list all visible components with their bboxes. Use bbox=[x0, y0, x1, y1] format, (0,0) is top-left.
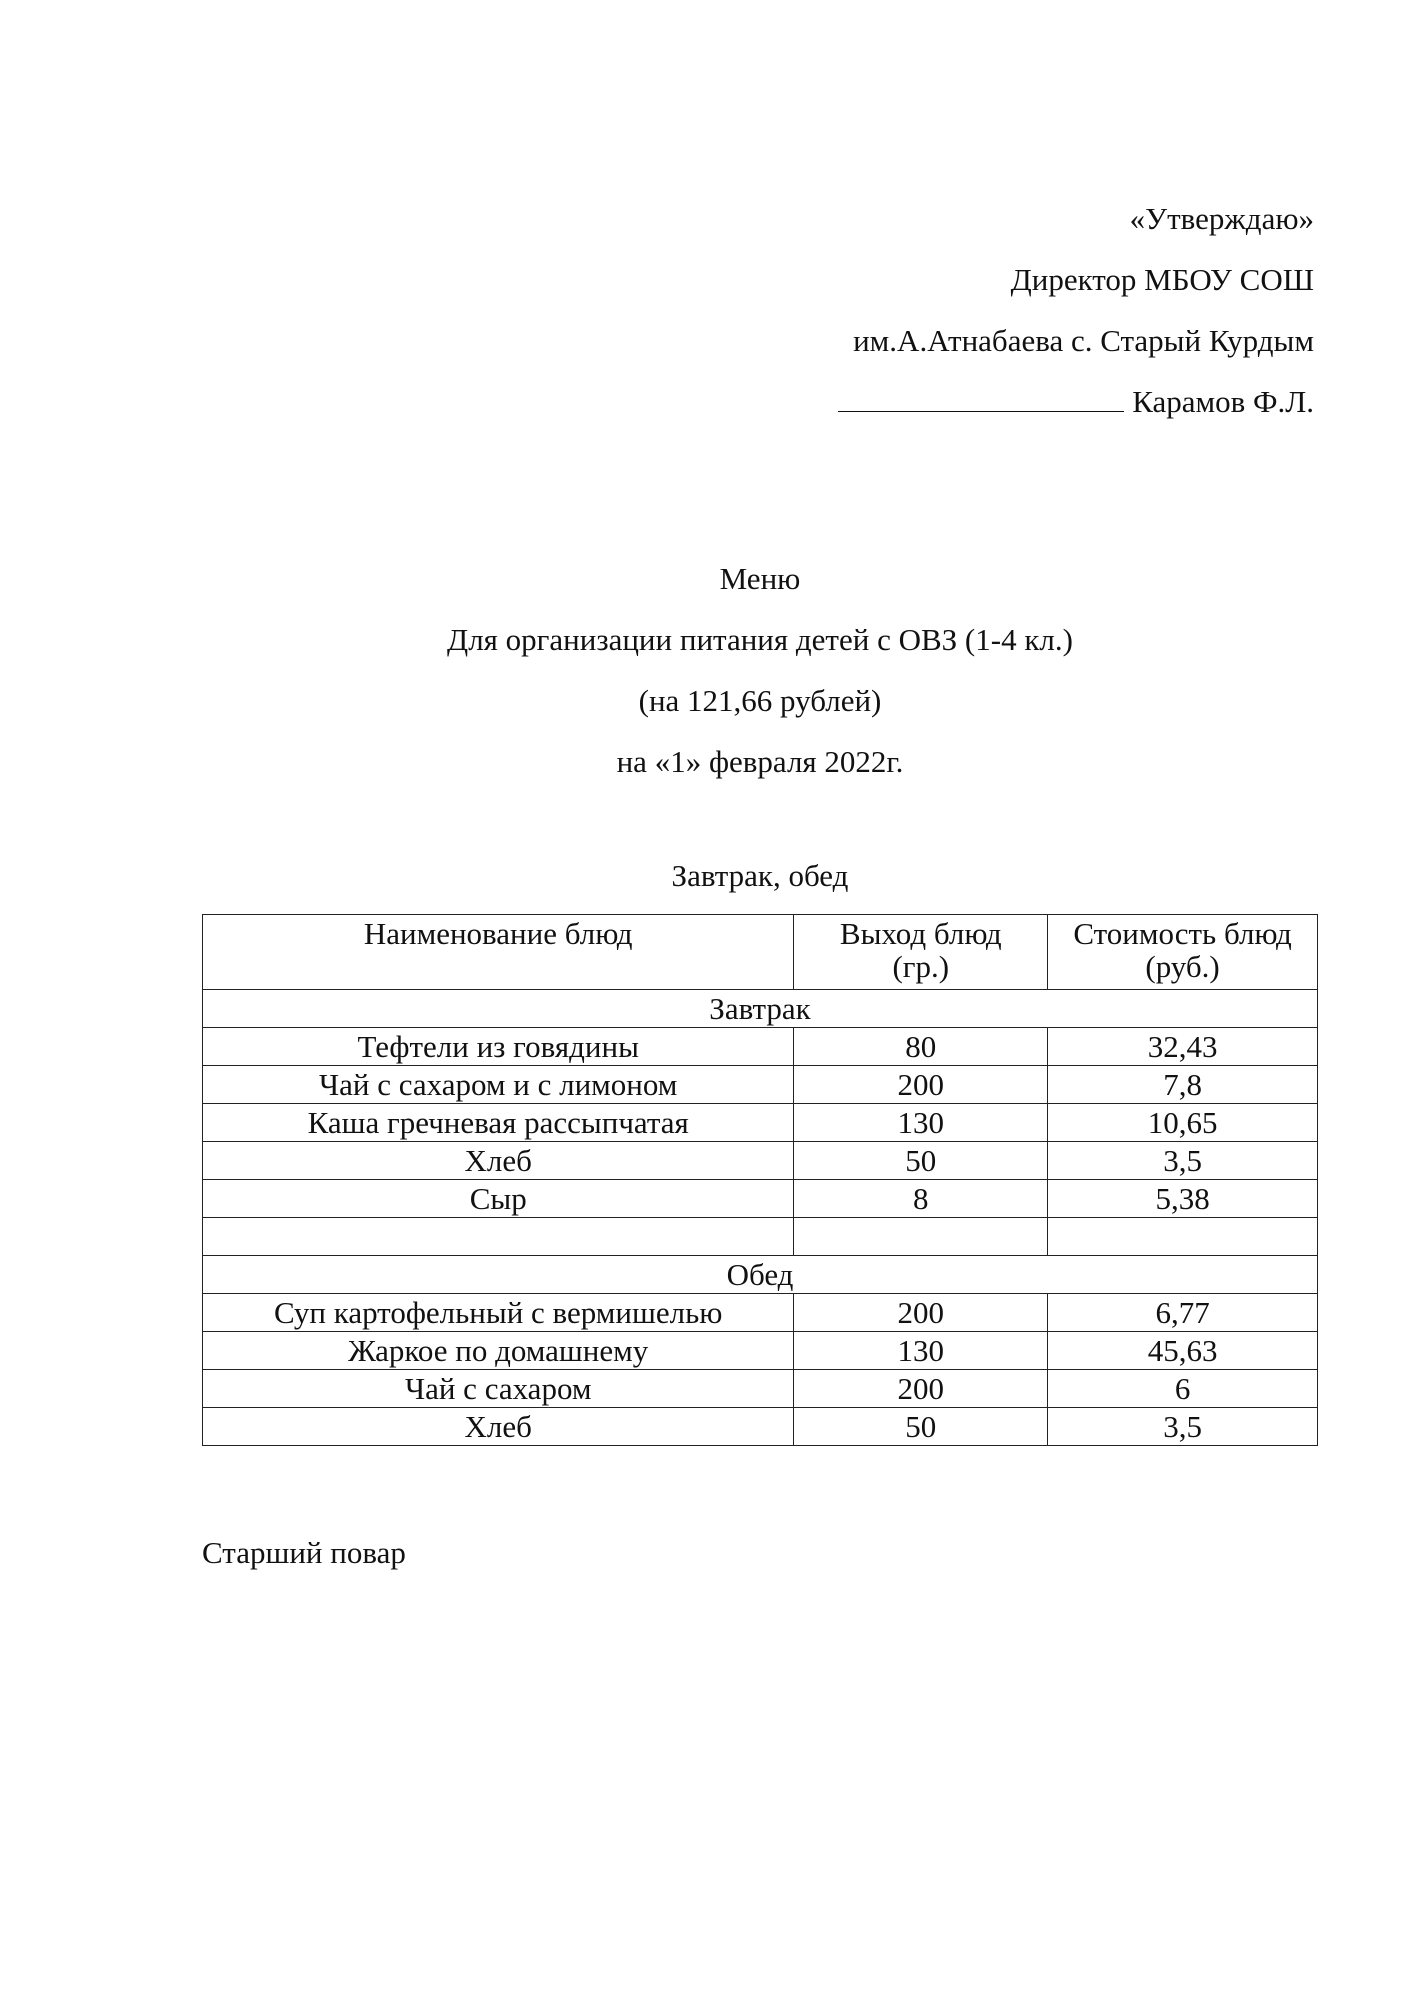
document-subtitle: Для организации питания детей с ОВЗ (1-4 кл.) bbox=[447, 622, 1073, 657]
dish-name: Тефтели из говядины bbox=[203, 1028, 794, 1066]
dish-cost: 5,38 bbox=[1048, 1180, 1318, 1218]
empty-cell bbox=[1048, 1218, 1318, 1256]
table-row bbox=[203, 1066, 1318, 1104]
empty-row bbox=[203, 1218, 1318, 1256]
approval-organization: им.А.Атнабаева с. Старый Курдым bbox=[853, 323, 1314, 358]
section-row-lunch bbox=[203, 1256, 1318, 1294]
dish-cost: 7,8 bbox=[1048, 1066, 1318, 1104]
senior-cook-label: Старший повар bbox=[202, 1535, 406, 1570]
table-row bbox=[203, 1028, 1318, 1066]
empty-cell bbox=[203, 1218, 794, 1256]
table-row bbox=[203, 1408, 1318, 1446]
header-weight: Выход блюд (гр.) bbox=[794, 915, 1048, 990]
dish-name: Чай с сахаром и с лимоном bbox=[203, 1066, 794, 1104]
signature-line bbox=[838, 389, 1124, 412]
dish-name: Жаркое по домашнему bbox=[203, 1332, 794, 1370]
menu-table bbox=[202, 914, 1318, 1446]
table-row bbox=[203, 1294, 1318, 1332]
dish-weight: 200 bbox=[794, 1370, 1048, 1408]
dish-weight: 130 bbox=[794, 1104, 1048, 1142]
dish-cost: 10,65 bbox=[1048, 1104, 1318, 1142]
table-row bbox=[203, 1142, 1318, 1180]
dish-cost: 6,77 bbox=[1048, 1294, 1318, 1332]
dish-cost: 6 bbox=[1048, 1370, 1318, 1408]
dish-weight: 8 bbox=[794, 1180, 1048, 1218]
empty-cell bbox=[794, 1218, 1048, 1256]
dish-weight: 50 bbox=[794, 1408, 1048, 1446]
dish-weight: 80 bbox=[794, 1028, 1048, 1066]
dish-name: Каша гречневая рассыпчатая bbox=[203, 1104, 794, 1142]
document-date: на «1» февраля 2022г. bbox=[616, 744, 904, 779]
dish-cost: 32,43 bbox=[1048, 1028, 1318, 1066]
document-title: Меню bbox=[719, 561, 801, 596]
dish-name: Хлеб bbox=[203, 1142, 794, 1180]
section-label: Завтрак bbox=[203, 990, 1318, 1028]
dish-weight: 50 bbox=[794, 1142, 1048, 1180]
document-budget: (на 121,66 рублей) bbox=[638, 683, 882, 718]
section-row-breakfast bbox=[203, 990, 1318, 1028]
table-row bbox=[203, 1104, 1318, 1142]
dish-name: Чай с сахаром bbox=[203, 1370, 794, 1408]
header-dish-name: Наименование блюд bbox=[203, 915, 794, 990]
section-label: Обед bbox=[203, 1256, 1318, 1294]
approval-block bbox=[614, 188, 1314, 432]
header-cost: Стоимость блюд (руб.) bbox=[1048, 915, 1318, 990]
table-header-row bbox=[203, 915, 1318, 990]
title-block bbox=[0, 548, 1414, 792]
approval-signature-row bbox=[614, 371, 1314, 432]
table-row bbox=[203, 1180, 1318, 1218]
dish-name: Хлеб bbox=[203, 1408, 794, 1446]
dish-name: Суп картофельный с вермишелью bbox=[203, 1294, 794, 1332]
dish-cost: 3,5 bbox=[1048, 1408, 1318, 1446]
approval-heading: «Утверждаю» bbox=[1129, 201, 1314, 236]
dish-weight: 200 bbox=[794, 1066, 1048, 1104]
table-row bbox=[203, 1332, 1318, 1370]
dish-cost: 3,5 bbox=[1048, 1142, 1318, 1180]
approval-position: Директор МБОУ СОШ bbox=[1010, 262, 1314, 297]
dish-cost: 45,63 bbox=[1048, 1332, 1318, 1370]
table-row bbox=[203, 1370, 1318, 1408]
table-caption: Завтрак, обед bbox=[671, 858, 849, 893]
dish-weight: 130 bbox=[794, 1332, 1048, 1370]
approval-signer: Карамов Ф.Л. bbox=[1132, 384, 1314, 419]
dish-weight: 200 bbox=[794, 1294, 1048, 1332]
dish-name: Сыр bbox=[203, 1180, 794, 1218]
